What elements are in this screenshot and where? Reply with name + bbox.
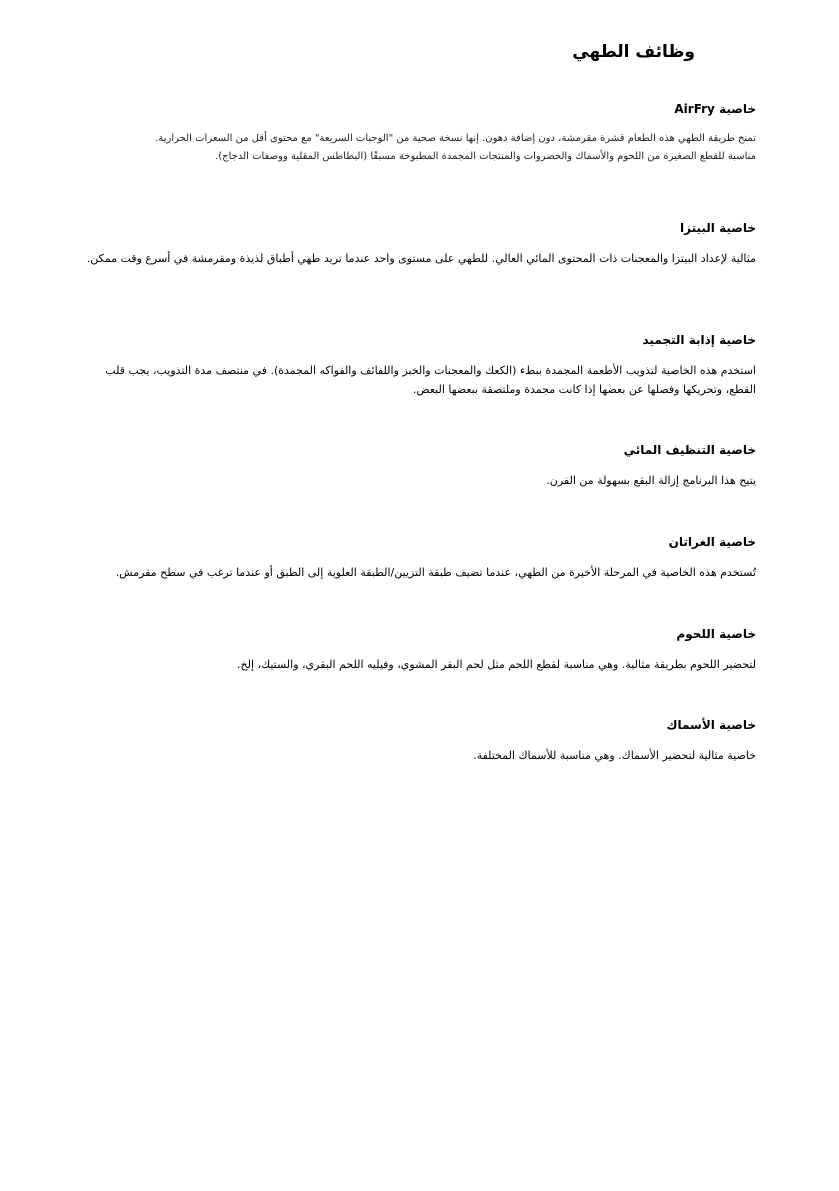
section-body-pizza: مثالية لإعداد البيتزا والمعجنات ذات المحتوى المائي العالي. للطهي على مستوى واحد عندما تريد طهي أطباق لذيذة ومقرمشة في أسرع وقت ممكن. [86, 252, 756, 265]
section-heading-steam-clean: خاصية التنظيف المائي [623, 443, 756, 457]
section-heading-defrost: خاصية إذابة التجميد [642, 333, 756, 347]
section-heading-meat: خاصية اللحوم [676, 627, 756, 641]
section-body-defrost: استخدم هذه الخاصية لتذويب الأطعمة المجمدة ببطء (الكعك والمعجنات والخبز واللفائف والفواكه المجمدة). في منتصف مدة التذويب، يجب قلب القطع، وتحريكها وفصلها عن بعضها إذا كانت مجمدة وملتصقة ببعضها البعض. [105, 364, 756, 396]
section-body-meat: لتحضير اللحوم بطريقة مثالية. وهي مناسبة لقطع اللحم مثل لحم البقر المشوي، وفيليه اللحم البقري، والستيك، إلخ. [237, 658, 756, 671]
section-meat [76, 625, 756, 674]
section-fish [76, 716, 756, 765]
page-title: وظائف الطهي [572, 42, 695, 62]
section-gratin [76, 533, 756, 582]
section-body-steam-clean: يتيح هذا البرنامج إزالة البقع بسهولة من الفرن. [546, 474, 756, 487]
section-airfry [136, 100, 756, 166]
section-heading-pizza: خاصية البيتزا [680, 221, 756, 235]
section-body-fish: خاصية مثالية لتحضير الأسماك. وهي مناسبة للأسماك المختلفة. [473, 749, 756, 762]
section-heading-gratin: خاصية الغراتان [668, 535, 756, 549]
section-body-airfry: تمنح طريقة الطهي هذه الطعام قشرة مقرمشة، دون إضافة دهون. إنها نسخة صحية من "الوجبات السريعة" مع محتوى أقل من السعرات الحرارية. مناسبة للقطع الصغيرة من اللحوم والأسماك والخضروات والمنتجات المجمدة المطبوخة مسبقًا (البطاطس المقلية ووصفات الدجاج). [155, 133, 756, 162]
section-heading-airfry: خاصية AirFry [674, 102, 756, 116]
section-body-gratin: تُستخدم هذه الخاصية في المرحلة الأخيرة من الطهي، عندما تضيف طبقة التزيين/الطبقة العلوية إلى الطبق أو عندما ترغب في سطح مقرمش. [115, 566, 756, 579]
section-pizza [76, 219, 756, 268]
section-heading-fish: خاصية الأسماك [666, 718, 756, 732]
section-steam-clean [76, 441, 756, 490]
section-defrost [76, 331, 756, 399]
